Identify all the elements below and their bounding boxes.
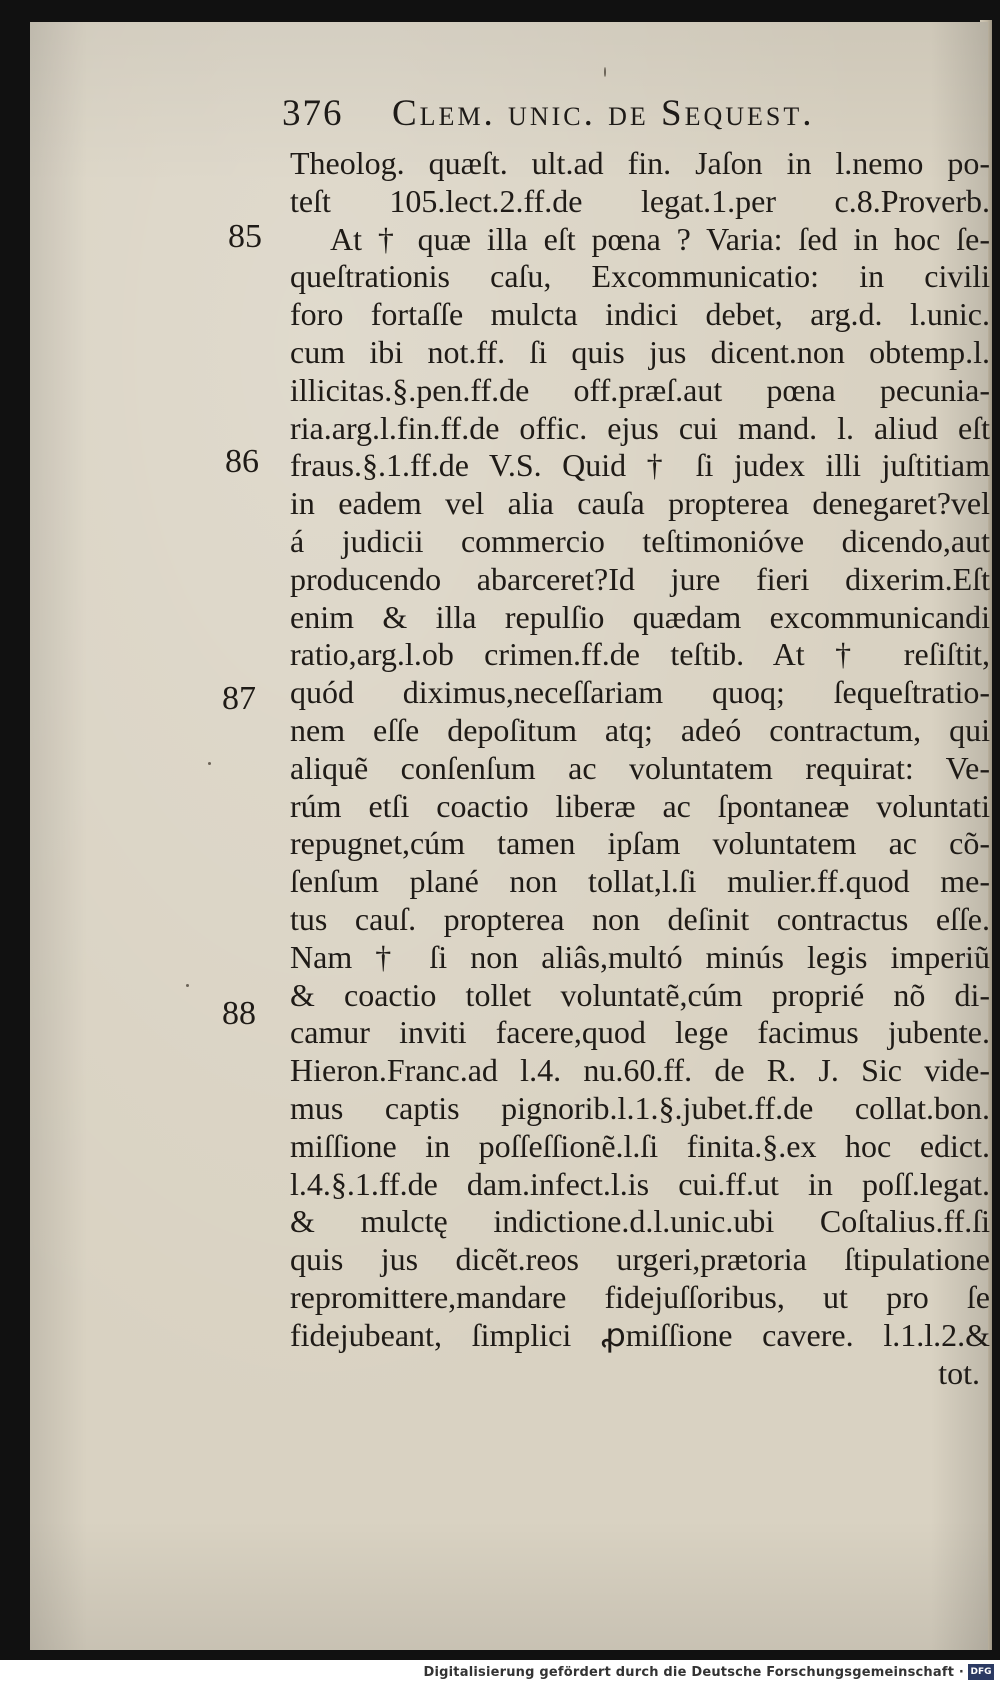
text-line: Nam † ſi non aliâs,multó minús legis imperiũ: [290, 938, 990, 975]
catchword: tot.: [938, 1354, 980, 1391]
margin-number-88: 88: [222, 995, 256, 1032]
text-line: foro fortaſſe mulcta indici debet, arg.d. l.unic.: [290, 296, 990, 333]
funding-credit: Digitalisierung gefördert durch die Deutsche Forschungsgemeinschaft ·: [423, 1665, 964, 1680]
dfg-logo: DFG: [968, 1664, 994, 1680]
text-line: tus cauſ. propterea non deſinit contractus eſſe.: [290, 900, 990, 937]
paper-speck: [208, 762, 211, 765]
margin-number-86: 86: [225, 443, 259, 480]
text-line: & mulctę indictione.d.l.unic.ubi Coſtalius.ff.ſi: [290, 1203, 990, 1240]
text-line: cum ibi not.ff. ſi quis jus dicent.non obtemp.l.: [290, 333, 990, 370]
text-line: repromittere,mandare fidejuſſoribus, ut pro ſe: [290, 1278, 990, 1315]
main-text: [290, 145, 990, 1392]
text-line: quód diximus,neceſſariam quoq; ſequeſtratio-: [290, 674, 990, 711]
text-line: ria.arg.l.fin.ff.de offic. ejus cui mand. l. aliud eſt: [290, 409, 990, 446]
running-title: Clem. unic. de Sequest.: [392, 93, 815, 134]
text-line: fidejubeant, ſimplici ꝓmiſſione cavere. l.1.l.2.&: [290, 1316, 990, 1353]
text-line: in eadem vel alia cauſa propterea denegaret?vel: [290, 485, 990, 522]
text-line: mus captis pignorib.l.1.§.jubet.ff.de collat.bon.: [290, 1089, 990, 1126]
text-line: queſtrationis caſu, Excommunicatio: in civili: [290, 258, 990, 295]
text-line: quis jus dicẽt.reos urgeri,prætoria ſtipulatione: [290, 1241, 990, 1278]
text-line: Theolog. quæſt. ult.ad fin. Jaſon in l.nemo po-: [290, 145, 990, 181]
text-line: camur inviti facere,quod lege facimus jubente.: [290, 1014, 990, 1051]
text-line: enim & illa repulſio quædam excommunicandi: [290, 598, 990, 635]
text-line: producendo abarceret?Id jure fieri dixerim.Eſt: [290, 560, 990, 597]
paper-speck: [186, 984, 189, 987]
text-line: & coactio tollet voluntatẽ,cúm proprié nõ di-: [290, 976, 990, 1013]
page-header: [282, 92, 922, 140]
text-line: teſt 105.lect.2.ff.de legat.1.per c.8.Proverb.: [290, 182, 990, 219]
text-line: miſſione in poſſeſſionẽ.l.ſi finita.§.ex hoc edict.: [290, 1127, 990, 1164]
text-line: nem eſſe depoſitum atq; adeó contractum, qui: [290, 711, 990, 748]
text-line: At † quæ illa eſt pœna ? Varia: ſed in hoc ſe-: [330, 220, 990, 257]
text-line: Hieron.Franc.ad l.4. nu.60.ff. de R. J. Sic vide-: [290, 1052, 990, 1089]
text-line: fraus.§.1.ff.de V.S. Quid † ſi judex illi juſtitiam: [290, 447, 990, 484]
footer-bar: [0, 1660, 1000, 1688]
margin-number-87: 87: [222, 680, 256, 717]
text-line: illicitas.§.pen.ff.de off.præſ.aut pœna pecunia-: [290, 371, 990, 408]
text-line: aliquẽ conſenſum ac voluntatem requirat: Ve-: [290, 749, 990, 786]
text-line: repugnet,cúm tamen ipſam voluntatem ac cõ-: [290, 825, 990, 862]
text-line: á judicii commercio teſtimonióve dicendo,aut: [290, 522, 990, 559]
text-line: ſenſum plané non tollat,l.ſi mulier.ff.quod me-: [290, 863, 990, 900]
text-line: l.4.§.1.ff.de dam.infect.l.is cui.ff.ut in poſſ.legat.: [290, 1165, 990, 1202]
paper-speck: [604, 67, 606, 77]
text-line: ratio,arg.l.ob crimen.ff.de teſtib. At † reſiſtit,: [290, 636, 990, 673]
page-number: 376: [282, 93, 344, 134]
text-line: rúm etſi coactio liberæ ac ſpontaneæ voluntati: [290, 787, 990, 824]
margin-number-85: 85: [228, 218, 262, 255]
